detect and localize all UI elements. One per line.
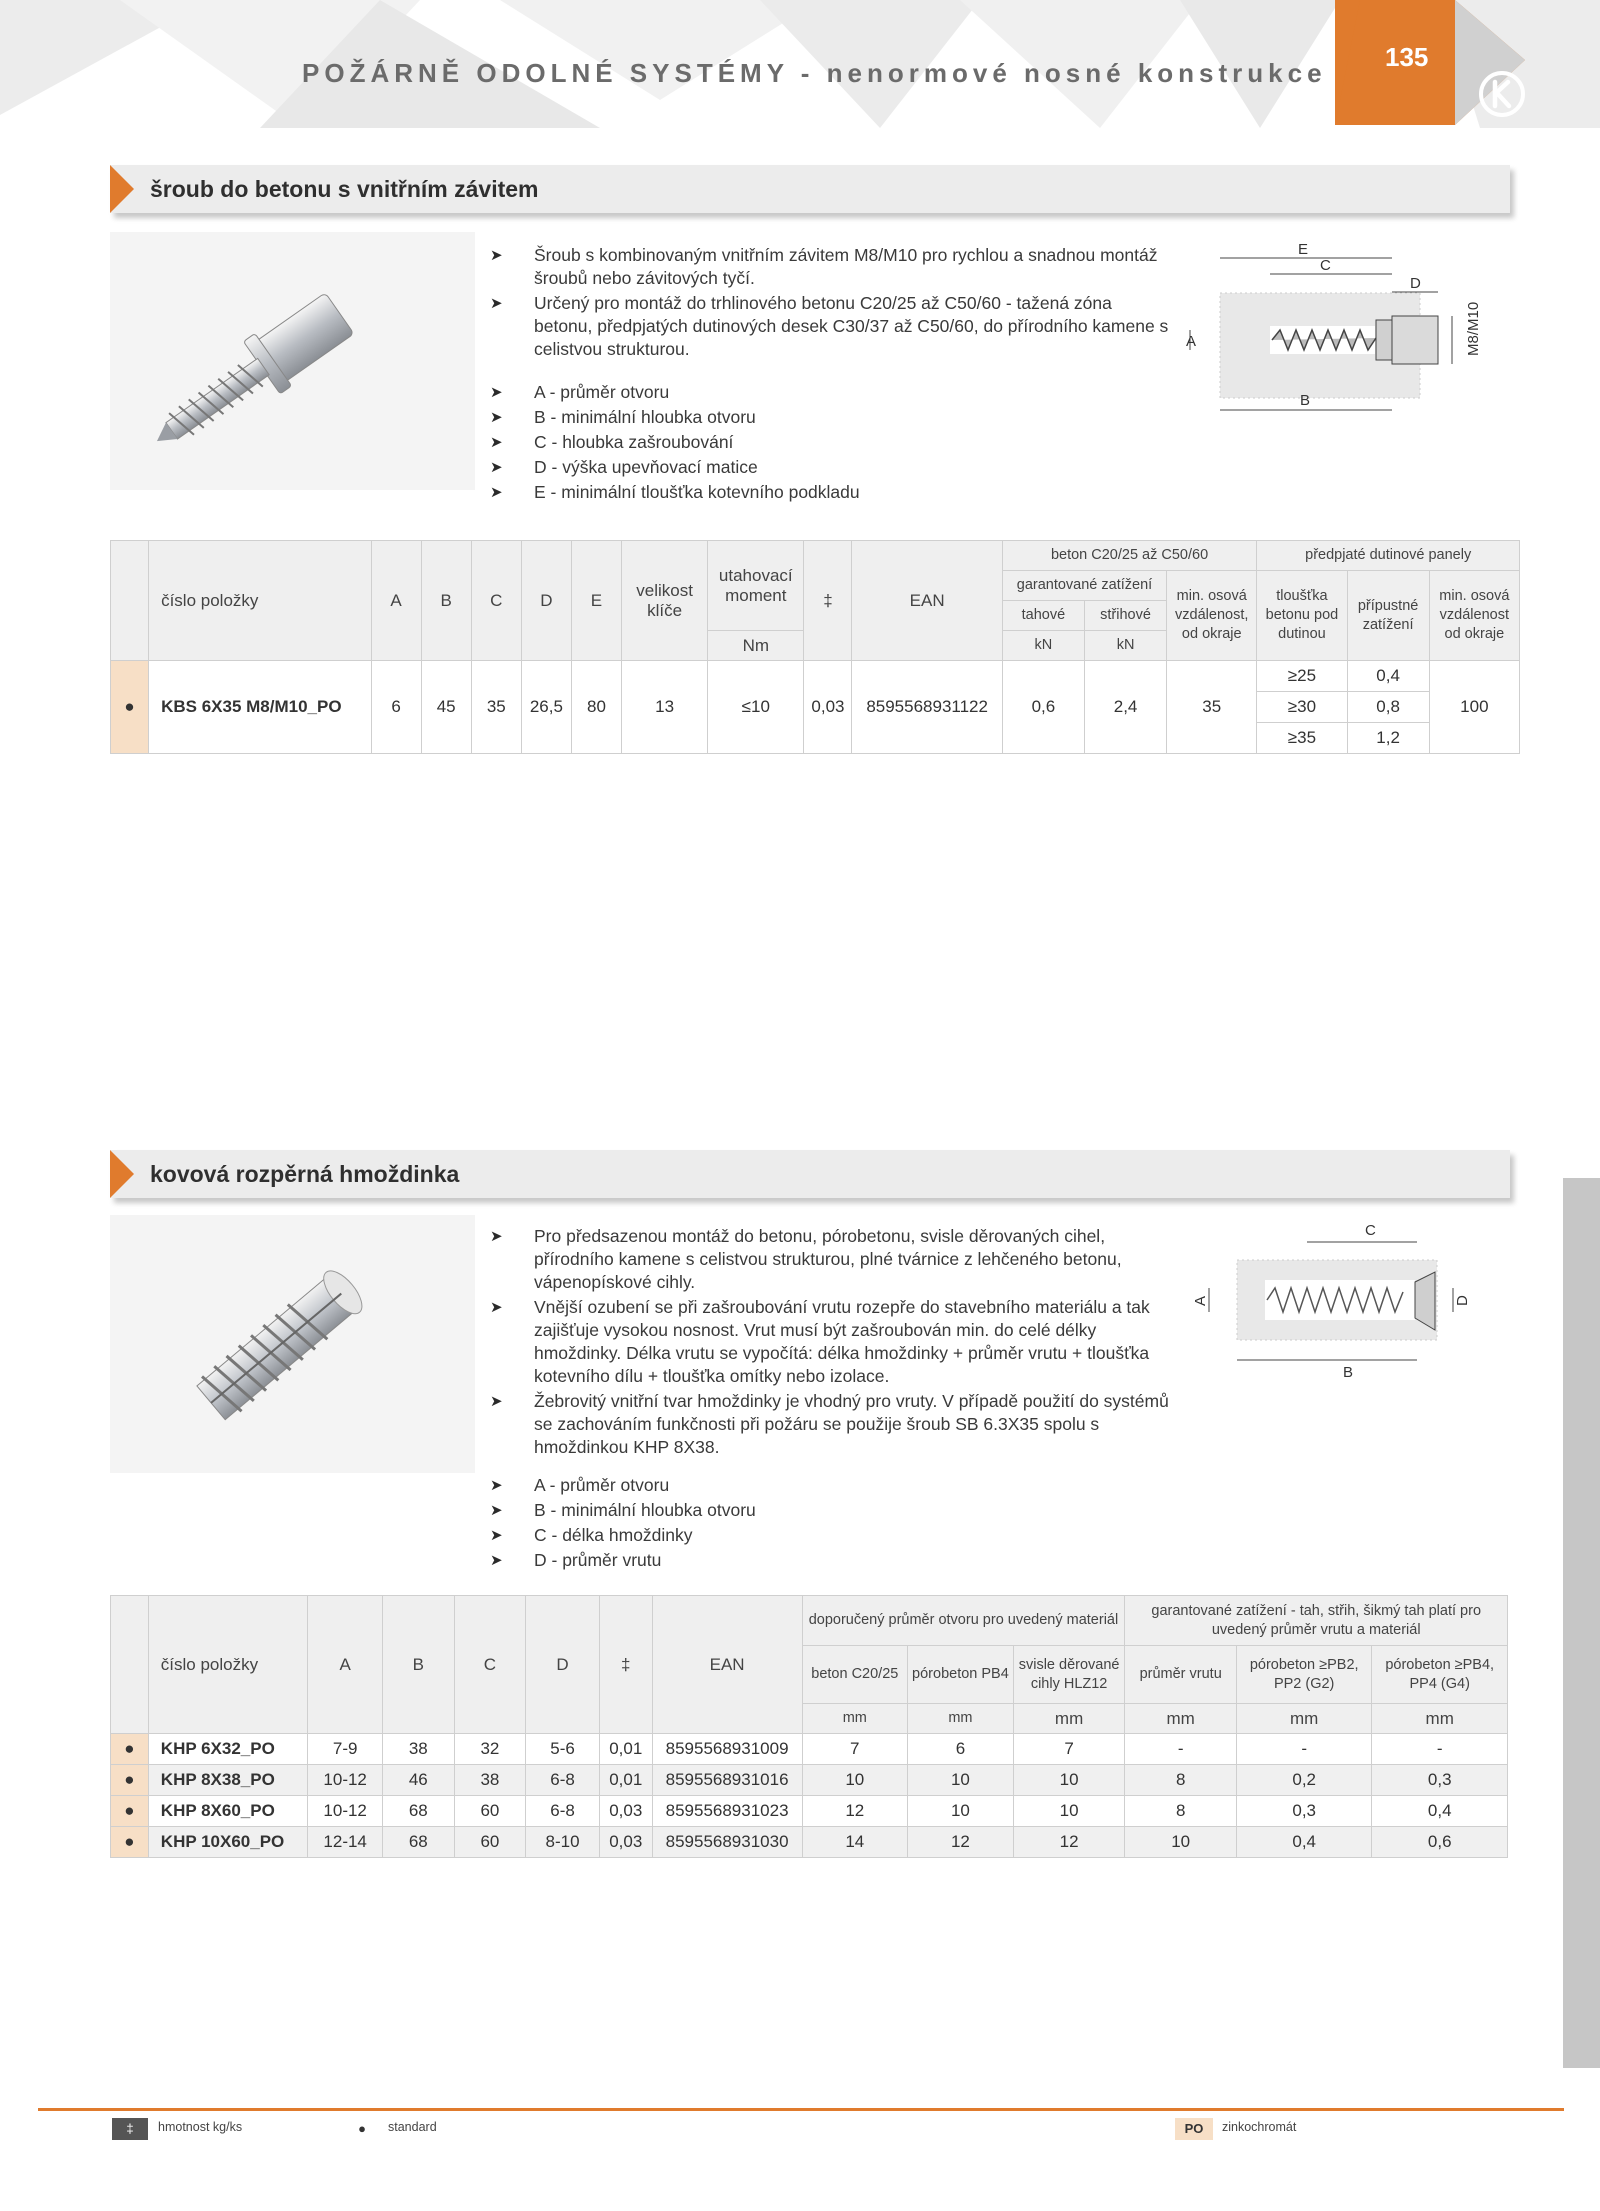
label-b: B <box>1300 392 1311 409</box>
col-d: D <box>521 541 571 661</box>
standard-marker: ● <box>111 661 149 754</box>
anchor-table <box>110 1595 1508 1858</box>
cell-allowed: 1,2 <box>1347 723 1429 754</box>
standard-icon: ● <box>358 2121 366 2136</box>
standard-marker: ● <box>111 1734 149 1765</box>
table-row <box>111 1734 1508 1765</box>
cell-a: 7-9 <box>308 1734 383 1765</box>
description-item: ➤ Žebrovitý vnitřní tvar hmoždinky je vhodný pro vruty. V případě použití do systémů se zachováním funkčnosti při požáru se použije šroub SB 6.3X35 spolu s hmoždinkou KHP 8X38. <box>490 1390 1180 1459</box>
legend-item: ➤ A - průměr otvoru <box>490 1474 1180 1497</box>
cell-min-edge2: 100 <box>1429 661 1519 754</box>
cell-screw: 10 <box>1125 1827 1237 1858</box>
cell-pb4b: - <box>1372 1734 1508 1765</box>
anchor-photo <box>110 1215 475 1473</box>
cell-weight: 0,03 <box>599 1827 652 1858</box>
col-key-size: velikost klíče <box>622 541 708 661</box>
description-list <box>490 1225 1180 1461</box>
col-hlz: svisle děrované cihly HLZ12 <box>1013 1646 1125 1704</box>
cell-pb4b: 0,4 <box>1372 1796 1508 1827</box>
cell-thickness: ≥25 <box>1257 661 1347 692</box>
weight-icon: ‡ <box>599 1596 652 1734</box>
page-number: 135 <box>1385 42 1429 72</box>
cell-a: 12-14 <box>308 1827 383 1858</box>
weight-icon: ‡ <box>804 541 852 661</box>
col-d: D <box>526 1596 600 1734</box>
section-arrow-icon <box>110 165 134 213</box>
cell-allowed: 0,4 <box>1347 661 1429 692</box>
label-b: B <box>1343 1364 1354 1381</box>
legend-list <box>490 381 1170 506</box>
cell-pb2: 0,3 <box>1236 1796 1371 1827</box>
col-min-edge: min. osová vzdálenost, od okraje <box>1167 571 1257 661</box>
cell-screw: 8 <box>1125 1765 1237 1796</box>
col-porobeton-pb2: pórobeton ≥PB2, PP2 (G2) <box>1236 1646 1371 1704</box>
label-c: C <box>1365 1222 1376 1239</box>
table-row <box>111 1796 1508 1827</box>
footer-po-label: zinkochromát <box>1222 2120 1297 2134</box>
cell-d: 6-8 <box>526 1796 600 1827</box>
section-title: šroub do betonu s vnitřním závitem <box>150 176 539 202</box>
cell-hlz: 7 <box>1013 1734 1125 1765</box>
cell-shear: 2,4 <box>1084 661 1166 754</box>
label-e: E <box>1298 241 1309 258</box>
legend-list <box>490 1474 1180 1574</box>
side-bar <box>1563 1178 1600 2068</box>
label-d: D <box>1410 275 1421 292</box>
cell-screw: - <box>1125 1734 1237 1765</box>
cell-allowed: 0,8 <box>1347 692 1429 723</box>
cell-d: 5-6 <box>526 1734 600 1765</box>
cell-beton: 10 <box>802 1765 908 1796</box>
section-title: kovová rozpěrná hmoždinka <box>150 1161 460 1187</box>
col-shear: střihové <box>1084 601 1166 631</box>
standard-marker: ● <box>111 1765 149 1796</box>
col-c: C <box>471 541 521 661</box>
table-row <box>111 1765 1508 1796</box>
cell-c: 60 <box>454 1827 526 1858</box>
cell-pb2: 0,2 <box>1236 1765 1371 1796</box>
cell-weight: 0,03 <box>599 1796 652 1827</box>
col-guaranteed-load: garantované zatížení <box>1002 571 1166 601</box>
cell-pb4: 10 <box>908 1765 1014 1796</box>
cell-tensile: 0,6 <box>1002 661 1084 754</box>
cell-ean: 8595568931030 <box>652 1827 802 1858</box>
cell-b: 46 <box>382 1765 454 1796</box>
cell-pb2: - <box>1236 1734 1371 1765</box>
col-b: B <box>421 541 471 661</box>
footer-line <box>38 2108 1564 2111</box>
cell-thickness: ≥30 <box>1257 692 1347 723</box>
group-guaranteed-load: garantované zatížení - tah, střih, šikmý tah platí pro uvedený průměr vrutu a materiál <box>1125 1596 1508 1646</box>
col-a: A <box>371 541 421 661</box>
screw-photo <box>110 232 475 490</box>
cell-c: 38 <box>454 1765 526 1796</box>
description-item: ➤ Určený pro montáž do trhlinového betonu C20/25 až C50/60 - tažená zóna betonu, předpjatých dutinových desek C30/37 až C50/60, do přírodního kamene s celistvou strukturou. <box>490 292 1170 361</box>
cell-b: 68 <box>382 1796 454 1827</box>
cell-beton: 14 <box>802 1827 908 1858</box>
col-porobeton-pb4: pórobeton PB4 <box>908 1646 1014 1704</box>
cell-beton: 12 <box>802 1796 908 1827</box>
cell-pb4b: 0,6 <box>1372 1827 1508 1858</box>
unit-mm: mm <box>1236 1704 1371 1734</box>
group-concrete: beton C20/25 až C50/60 <box>1002 541 1257 571</box>
cell-torque: ≤10 <box>708 661 804 754</box>
legend-item: ➤ C - hloubka zašroubování <box>490 431 1170 454</box>
screw-image <box>110 232 475 490</box>
cell-weight: 0,01 <box>599 1734 652 1765</box>
header-title: POŽÁRNĚ ODOLNÉ SYSTÉMY - nenormové nosné konstrukce <box>302 58 1327 88</box>
item-name: KHP 6X32_PO <box>148 1734 308 1765</box>
cell-pb4: 10 <box>908 1796 1014 1827</box>
cell-weight: 0,01 <box>599 1765 652 1796</box>
legend-item: ➤ E - minimální tloušťka kotevního podkladu <box>490 481 1170 504</box>
footer-standard-label: standard <box>388 2120 437 2134</box>
col-tensile: tahové <box>1002 601 1084 631</box>
po-icon: PO <box>1175 2118 1213 2140</box>
description-item: ➤ Vnější ozubení se při zašroubování vrutu rozepře do stavebního materiálu a tak zajišťuje vysokou nosnost. Vrut musí být zašroubován min. do celé délky hmoždinky. Délka vrutu se vypočítá: délka hmoždinky + průměr vrutu + tloušťka kotevního dílu + tloušťka omítky nebo izolace. <box>490 1296 1180 1388</box>
cell-min-edge: 35 <box>1167 661 1257 754</box>
weight-icon: ‡ <box>112 2118 148 2140</box>
col-porobeton-pb4b: pórobeton ≥PB4, PP4 (G4) <box>1372 1646 1508 1704</box>
cell-pb4b: 0,3 <box>1372 1765 1508 1796</box>
cell-ean: 8595568931016 <box>652 1765 802 1796</box>
label-c: C <box>1320 257 1331 274</box>
cell-pb4: 12 <box>908 1827 1014 1858</box>
col-item: číslo položky <box>149 541 371 661</box>
standard-marker: ● <box>111 1827 149 1858</box>
table-row <box>111 1827 1508 1858</box>
footer-weight-label: hmotnost kg/ks <box>158 2120 243 2134</box>
cell-a: 6 <box>371 661 421 754</box>
label-a: A <box>1192 1295 1209 1306</box>
col-allowed-load: přípustné zatížení <box>1347 571 1429 661</box>
cell-b: 45 <box>421 661 471 754</box>
cell-ean: 8595568931122 <box>852 661 1002 754</box>
cell-beton: 7 <box>802 1734 908 1765</box>
col-screw-dia: průměr vrutu <box>1125 1646 1237 1704</box>
col-e: E <box>571 541 621 661</box>
cell-b: 68 <box>382 1827 454 1858</box>
group-hole-diameter: doporučený průměr otvoru pro uvedený materiál <box>802 1596 1125 1646</box>
col-ean: EAN <box>652 1596 802 1734</box>
cell-d: 6-8 <box>526 1765 600 1796</box>
cell-b: 38 <box>382 1734 454 1765</box>
col-b: B <box>382 1596 454 1734</box>
item-name: KHP 10X60_PO <box>148 1827 308 1858</box>
label-a: A <box>1186 333 1197 350</box>
item-name: KBS 6X35 M8/M10_PO <box>149 661 371 754</box>
screw-table <box>110 540 1520 754</box>
section-header-screw <box>110 165 1510 213</box>
cell-ean: 8595568931009 <box>652 1734 802 1765</box>
cell-c: 35 <box>471 661 521 754</box>
unit-mm: mm <box>1013 1704 1125 1734</box>
col-a: A <box>308 1596 383 1734</box>
legend-item: ➤ B - minimální hloubka otvoru <box>490 1499 1180 1522</box>
cell-key: 13 <box>622 661 708 754</box>
cell-c: 32 <box>454 1734 526 1765</box>
unit-mm: mm <box>1372 1704 1508 1734</box>
anchor-diagram <box>1192 1222 1505 1382</box>
cell-thickness: ≥35 <box>1257 723 1347 754</box>
item-name: KHP 8X60_PO <box>148 1796 308 1827</box>
anchor-image <box>110 1215 475 1473</box>
col-ean: EAN <box>852 541 1002 661</box>
cell-hlz: 10 <box>1013 1765 1125 1796</box>
unit-mm: mm <box>802 1704 908 1734</box>
description-item: ➤ Šroub s kombinovaným vnitřním závitem M8/M10 pro rychlou a snadnou montáž šroubů nebo závitových tyčí. <box>490 244 1170 290</box>
cell-weight: 0,03 <box>804 661 852 754</box>
col-beton: beton C20/25 <box>802 1646 908 1704</box>
cell-d: 26,5 <box>521 661 571 754</box>
label-m: M8/M10 <box>1465 301 1482 356</box>
cell-hlz: 10 <box>1013 1796 1125 1827</box>
unit-nm: Nm <box>708 631 804 661</box>
col-c: C <box>454 1596 526 1734</box>
description-item: ➤ Pro předsazenou montáž do betonu, pórobetonu, svisle děrovaných cihel, přírodního kamene s celistvou strukturou, plné tvárnice z lehčeného betonu, vápenopískové cihly. <box>490 1225 1180 1294</box>
col-thickness: tloušťka betonu pod dutinou <box>1257 571 1347 661</box>
description-list <box>490 244 1170 363</box>
legend-item: ➤ A - průměr otvoru <box>490 381 1170 404</box>
label-d: D <box>1454 1295 1471 1306</box>
screw-diagram <box>1180 238 1510 418</box>
section-header-anchor <box>110 1150 1510 1198</box>
unit-mm: mm <box>908 1704 1014 1734</box>
cell-ean: 8595568931023 <box>652 1796 802 1827</box>
unit-mm: mm <box>1125 1704 1237 1734</box>
cell-c: 60 <box>454 1796 526 1827</box>
cell-a: 10-12 <box>308 1796 383 1827</box>
cell-hlz: 12 <box>1013 1827 1125 1858</box>
section-arrow-icon <box>110 1150 134 1198</box>
group-hollow: předpjaté dutinové panely <box>1257 541 1520 571</box>
col-torque: utahovací moment <box>708 541 804 631</box>
cell-e: 80 <box>571 661 621 754</box>
item-name: KHP 8X38_PO <box>148 1765 308 1796</box>
cell-screw: 8 <box>1125 1796 1237 1827</box>
standard-marker: ● <box>111 1796 149 1827</box>
cell-pb4: 6 <box>908 1734 1014 1765</box>
legend-item: ➤ D - průměr vrutu <box>490 1549 1180 1572</box>
k-logo-icon <box>1478 70 1526 118</box>
legend-item: ➤ D - výška upevňovací matice <box>490 456 1170 479</box>
cell-d: 8-10 <box>526 1827 600 1858</box>
unit-kn: kN <box>1084 631 1166 661</box>
table-row <box>111 661 1520 692</box>
unit-kn: kN <box>1002 631 1084 661</box>
col-min-edge2: min. osová vzdálenost od okraje <box>1429 571 1519 661</box>
cell-pb2: 0,4 <box>1236 1827 1371 1858</box>
legend-item: ➤ C - délka hmoždinky <box>490 1524 1180 1547</box>
col-item: číslo položky <box>148 1596 308 1734</box>
cell-a: 10-12 <box>308 1765 383 1796</box>
legend-item: ➤ B - minimální hloubka otvoru <box>490 406 1170 429</box>
